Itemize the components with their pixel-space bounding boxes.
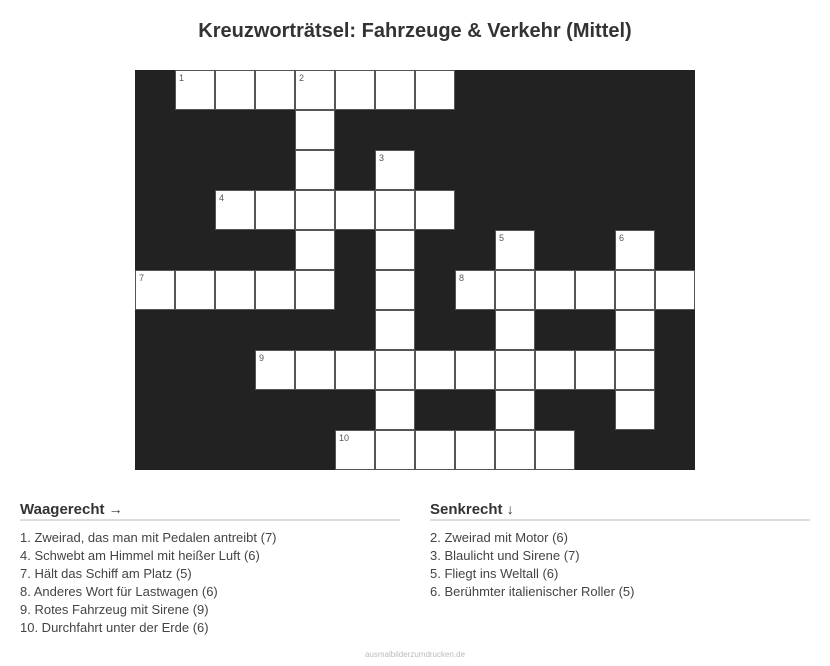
clue-number: 8	[459, 273, 465, 283]
across-clues	[20, 501, 400, 637]
grid-cell[interactable]	[535, 270, 575, 310]
grid-cell[interactable]	[295, 350, 335, 390]
grid-cell[interactable]	[175, 70, 215, 110]
grid-cell[interactable]	[255, 270, 295, 310]
grid-cell[interactable]	[495, 310, 535, 350]
grid-cell[interactable]	[215, 70, 255, 110]
grid-cell[interactable]	[615, 270, 655, 310]
grid-cell[interactable]	[375, 150, 415, 190]
grid-cell[interactable]	[375, 190, 415, 230]
clue-number: 10	[339, 433, 350, 443]
grid-cell[interactable]	[455, 270, 495, 310]
grid-cell[interactable]	[375, 430, 415, 470]
grid-cell[interactable]	[375, 390, 415, 430]
grid-cell[interactable]	[495, 230, 535, 270]
across-heading-label: Waagerecht	[20, 501, 105, 518]
grid-cell[interactable]	[375, 310, 415, 350]
grid-cell[interactable]	[415, 430, 455, 470]
down-clues	[430, 501, 810, 601]
grid-cell[interactable]	[375, 270, 415, 310]
grid-cell[interactable]	[375, 70, 415, 110]
clue-number: 1	[179, 73, 185, 83]
grid-cell[interactable]	[375, 350, 415, 390]
clue-item: 1. Zweirad, das man mit Pedalen antreibt (7)	[20, 530, 277, 545]
clue-item: 7. Hält das Schiff am Platz (5)	[20, 566, 192, 581]
clue-item: 4. Schwebt am Himmel mit heißer Luft (6)	[20, 548, 260, 563]
clue-item: 9. Rotes Fahrzeug mit Sirene (9)	[20, 602, 209, 617]
grid-cell[interactable]	[415, 70, 455, 110]
grid-cell[interactable]	[415, 190, 455, 230]
grid-cell[interactable]	[295, 270, 335, 310]
across-heading	[20, 501, 400, 521]
grid-cell[interactable]	[135, 270, 175, 310]
grid-cell[interactable]	[255, 70, 295, 110]
grid-cell[interactable]	[615, 230, 655, 270]
grid-cell[interactable]	[375, 230, 415, 270]
grid-cell[interactable]	[495, 390, 535, 430]
grid-cell[interactable]	[655, 270, 695, 310]
clue-item: 2. Zweirad mit Motor (6)	[430, 530, 568, 545]
clue-number: 2	[299, 73, 305, 83]
grid-cell[interactable]	[335, 190, 375, 230]
grid-cell[interactable]	[455, 350, 495, 390]
down-heading	[430, 501, 810, 521]
down-clue-list	[430, 529, 810, 601]
down-heading-label: Senkrecht	[430, 501, 503, 518]
clue-item: 3. Blaulicht und Sirene (7)	[430, 548, 580, 563]
clue-number: 6	[619, 233, 625, 243]
clue-item: 6. Berühmter italienischer Roller (5)	[430, 584, 635, 599]
clue-number: 9	[259, 353, 265, 363]
grid-cell[interactable]	[335, 70, 375, 110]
grid-cell[interactable]	[575, 350, 615, 390]
grid-cell[interactable]	[295, 230, 335, 270]
grid-cell[interactable]	[215, 190, 255, 230]
grid-cell[interactable]	[495, 430, 535, 470]
grid-cell[interactable]	[455, 430, 495, 470]
grid-cell[interactable]	[535, 430, 575, 470]
clue-number: 3	[379, 153, 385, 163]
grid-cell[interactable]	[575, 270, 615, 310]
clue-number: 4	[219, 193, 225, 203]
grid-cell[interactable]	[615, 390, 655, 430]
grid-cell[interactable]	[415, 350, 455, 390]
clue-item: 5. Fliegt ins Weltall (6)	[430, 566, 559, 581]
grid-cell[interactable]	[615, 350, 655, 390]
page-title: Kreuzworträtsel: Fahrzeuge & Verkehr (Mittel)	[198, 20, 632, 42]
down-arrow-icon: ↓	[506, 501, 514, 517]
grid-cell[interactable]	[295, 190, 335, 230]
crossword-grid	[135, 70, 695, 470]
grid-cell[interactable]	[335, 430, 375, 470]
grid-cell[interactable]	[335, 350, 375, 390]
grid-cell[interactable]	[495, 270, 535, 310]
grid-cell[interactable]	[255, 190, 295, 230]
grid-cell[interactable]	[295, 110, 335, 150]
clue-item: 8. Anderes Wort für Lastwagen (6)	[20, 584, 218, 599]
footer-credit: ausmalbilderzumdrucken.de	[364, 650, 466, 659]
right-arrow-icon: →	[108, 501, 123, 517]
grid-cell[interactable]	[215, 270, 255, 310]
clue-item: 10. Durchfahrt unter der Erde (6)	[20, 620, 209, 635]
grid-cell[interactable]	[255, 350, 295, 390]
grid-cell[interactable]	[615, 310, 655, 350]
grid-cell[interactable]	[295, 150, 335, 190]
grid-cell[interactable]	[495, 350, 535, 390]
grid-cell[interactable]	[175, 270, 215, 310]
grid-cell[interactable]	[535, 350, 575, 390]
clue-number: 7	[139, 273, 145, 283]
grid-cell[interactable]	[295, 70, 335, 110]
across-clue-list	[20, 529, 400, 637]
clue-number: 5	[499, 233, 505, 243]
